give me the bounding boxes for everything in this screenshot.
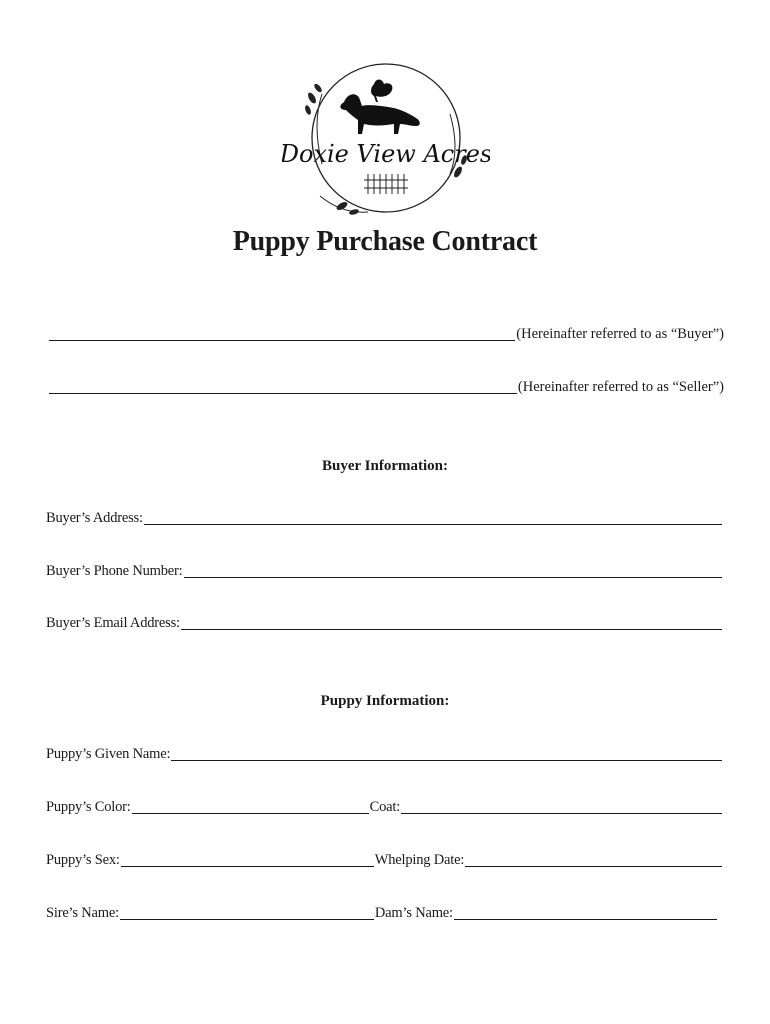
buyer-party-row: [48, 326, 724, 343]
buyer-phone-label: Buyer’s Phone Number:: [46, 563, 183, 579]
puppy-sex-label: Puppy’s Sex:: [46, 852, 120, 868]
dam-name-blank[interactable]: [454, 905, 717, 920]
seller-party-row: [48, 379, 724, 396]
puppy-color-label: Puppy’s Color:: [46, 799, 131, 815]
coat-label: Coat:: [369, 799, 401, 815]
sire-name-label: Sire’s Name:: [46, 905, 119, 921]
buyer-phone-row: [46, 563, 723, 580]
buyer-address-label: Buyer’s Address:: [46, 510, 143, 526]
seller-name-blank[interactable]: [49, 379, 517, 394]
puppy-sex-blank[interactable]: [121, 852, 374, 867]
buyer-email-blank[interactable]: [181, 615, 722, 630]
buyer-email-row: [46, 615, 723, 632]
sire-name-blank[interactable]: [120, 905, 374, 920]
whelping-date-blank[interactable]: [465, 852, 722, 867]
page-title: Puppy Purchase Contract: [232, 226, 538, 257]
buyer-section-heading: Buyer Information:: [322, 458, 448, 474]
buyer-phone-blank[interactable]: [184, 563, 723, 578]
sire-dam-row: [46, 905, 718, 922]
buyer-email-label: Buyer’s Email Address:: [46, 615, 180, 631]
buyer-address-blank[interactable]: [144, 510, 722, 525]
buyer-name-blank[interactable]: [49, 326, 515, 341]
puppy-sex-whelping-row: [46, 852, 723, 869]
buyer-party-label: (Hereinafter referred to as “Buyer”): [516, 326, 724, 342]
puppy-color-blank[interactable]: [132, 799, 369, 814]
seller-party-label: (Hereinafter referred to as “Seller”): [517, 379, 724, 395]
puppy-color-coat-row: [46, 799, 723, 816]
logo-text: Doxie View Acres: [282, 140, 490, 168]
buyer-address-row: [46, 510, 723, 527]
whelping-date-label: Whelping Date:: [374, 852, 465, 868]
puppy-given-name-label: Puppy’s Given Name:: [46, 746, 171, 762]
puppy-section-heading: Puppy Information:: [320, 693, 450, 709]
puppy-given-name-blank[interactable]: [171, 746, 722, 761]
puppy-name-row: [46, 746, 723, 763]
coat-blank[interactable]: [401, 799, 722, 814]
dam-name-label: Dam’s Name:: [374, 905, 453, 921]
doxie-view-acres-logo: [282, 54, 490, 220]
